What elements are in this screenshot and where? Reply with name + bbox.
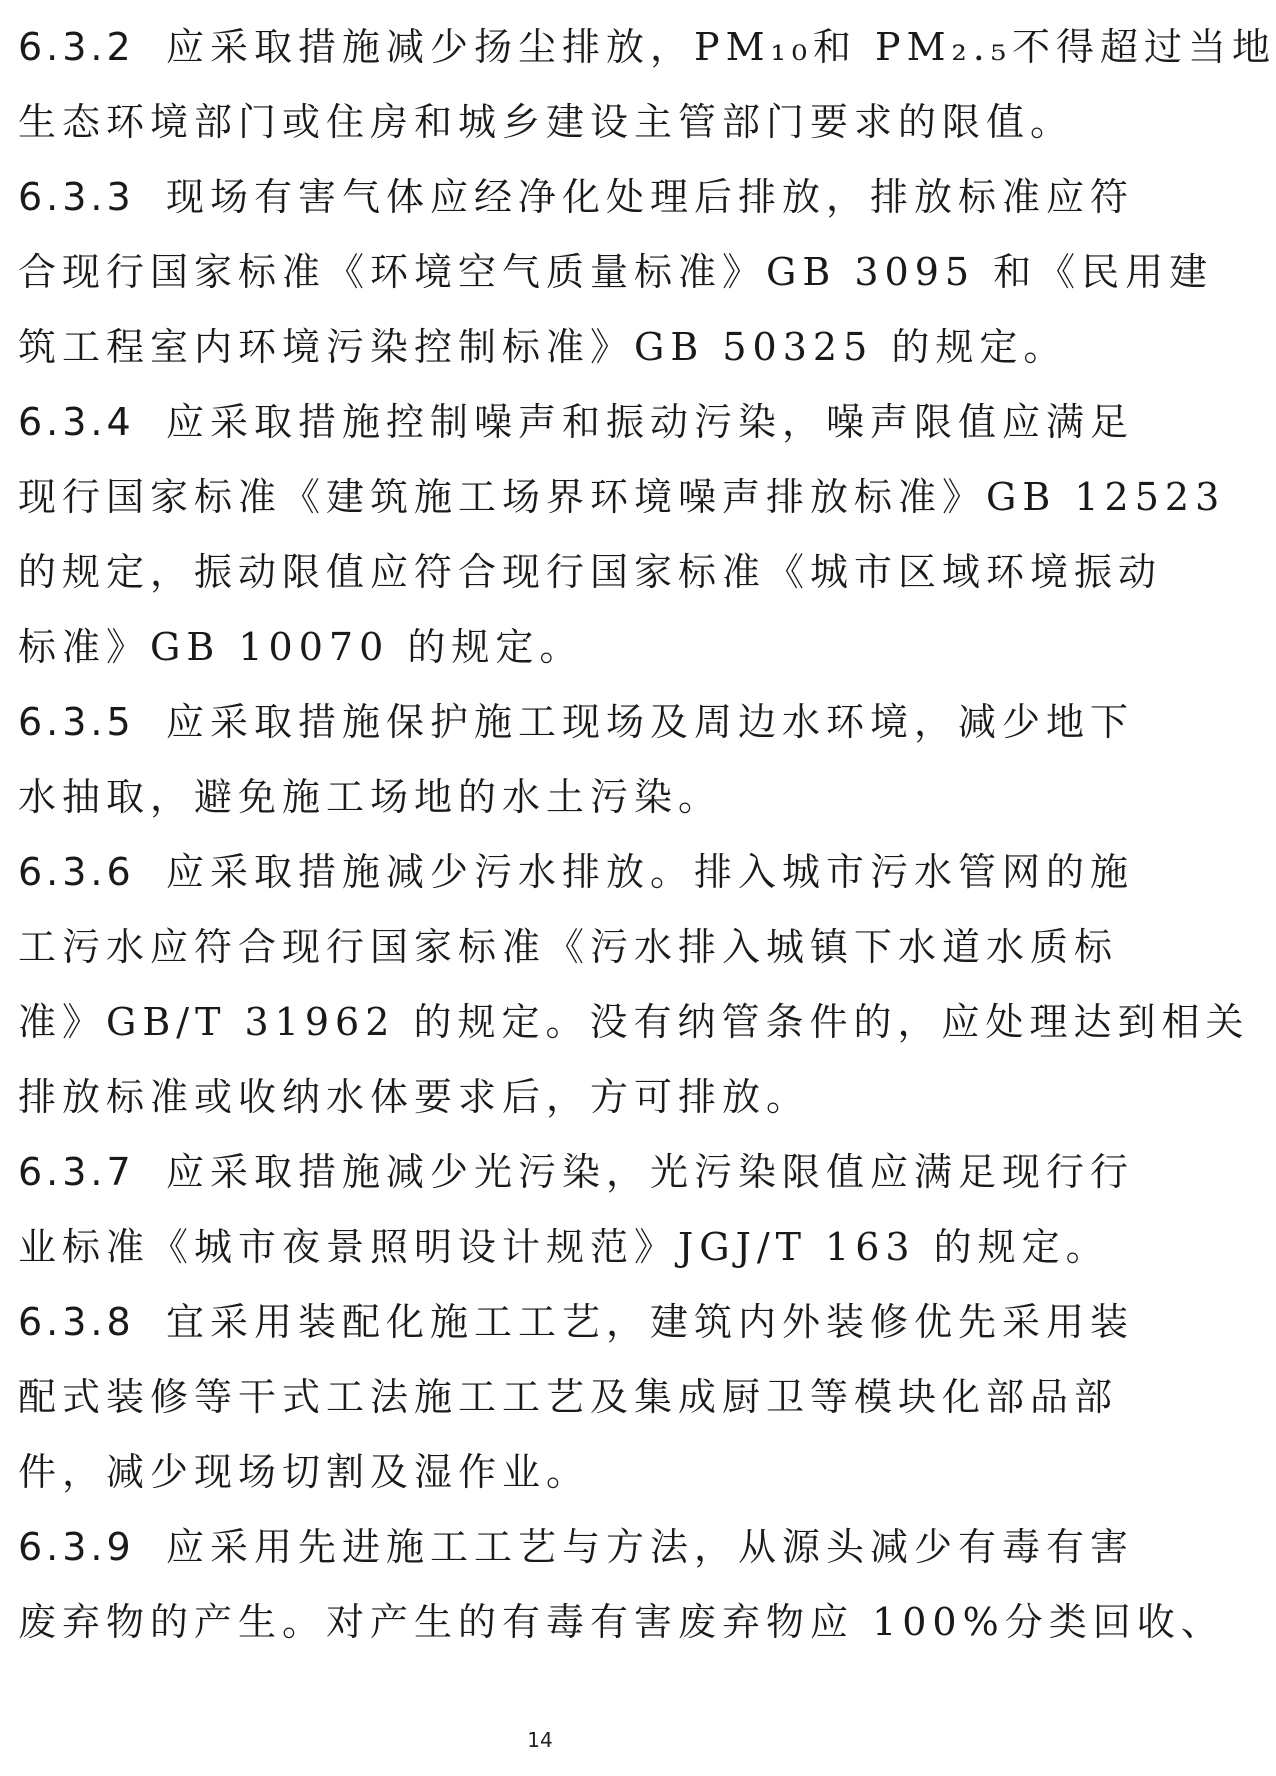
clause-line bbox=[18, 160, 1135, 235]
clause-line bbox=[18, 1510, 1135, 1585]
clause-line: 的规定，振动限值应符合现行国家标准《城市区域环境振动 bbox=[18, 550, 1163, 594]
clause-6-3-3 bbox=[18, 160, 1214, 385]
clause-number: 6.3.4 bbox=[18, 400, 135, 444]
clause-line bbox=[18, 685, 1135, 760]
clause-number: 6.3.8 bbox=[18, 1300, 135, 1344]
clause-6-3-4 bbox=[18, 385, 1226, 685]
clause-text: 应采取措施控制噪声和振动污染，噪声限值应满足 bbox=[166, 400, 1135, 444]
clause-line bbox=[18, 385, 1135, 460]
clause-line: 工污水应符合现行国家标准《污水排入城镇下水道水质标 bbox=[18, 925, 1119, 969]
clause-6-3-9 bbox=[18, 1510, 1225, 1660]
clause-line: 配式装修等干式工法施工工艺及集成厨卫等模块化部品部 bbox=[18, 1375, 1119, 1419]
clause-line: 排放标准或收纳水体要求后，方可排放。 bbox=[18, 1075, 811, 1119]
clause-number: 6.3.2 bbox=[18, 25, 135, 69]
clause-text: 应采取措施减少污水排放。排入城市污水管网的施 bbox=[166, 850, 1135, 894]
clause-line: 准》GB/T 31962 的规定。没有纳管条件的，应处理达到相关 bbox=[18, 1000, 1250, 1044]
clause-text: 宜采用装配化施工工艺，建筑内外装修优先采用装 bbox=[166, 1300, 1135, 1344]
clause-line: 现行国家标准《建筑施工场界环境噪声排放标准》GB 12523 bbox=[18, 475, 1226, 519]
clause-text: 应采取措施减少扬尘排放，PM₁₀和 PM₂.₅不得超过当地 bbox=[166, 25, 1276, 69]
page-number: 14 bbox=[527, 1728, 553, 1752]
clause-line: 筑工程室内环境污染控制标准》GB 50325 的规定。 bbox=[18, 325, 1068, 369]
clause-number: 6.3.6 bbox=[18, 850, 135, 894]
clause-line: 业标准《城市夜景照明设计规范》JGJ/T 163 的规定。 bbox=[18, 1225, 1110, 1269]
clause-line: 标准》GB 10070 的规定。 bbox=[18, 625, 584, 669]
clause-6-3-6 bbox=[18, 835, 1250, 1135]
clause-line bbox=[18, 835, 1135, 910]
clause-line bbox=[18, 1285, 1135, 1360]
clause-line: 件，减少现场切割及湿作业。 bbox=[18, 1450, 591, 1494]
clause-line: 废弃物的产生。对产生的有毒有害废弃物应 100%分类回收、 bbox=[18, 1600, 1225, 1644]
clause-6-3-7 bbox=[18, 1135, 1135, 1285]
clause-number: 6.3.9 bbox=[18, 1525, 135, 1569]
document-page bbox=[18, 10, 1276, 1660]
clause-line bbox=[18, 1135, 1135, 1210]
clause-number: 6.3.3 bbox=[18, 175, 135, 219]
clause-text: 应采取措施减少光污染，光污染限值应满足现行行 bbox=[166, 1150, 1135, 1194]
clause-line: 生态环境部门或住房和城乡建设主管部门要求的限值。 bbox=[18, 100, 1075, 144]
clause-number: 6.3.5 bbox=[18, 700, 135, 744]
clause-line: 水抽取，避免施工场地的水土污染。 bbox=[18, 775, 723, 819]
clause-number: 6.3.7 bbox=[18, 1150, 135, 1194]
clause-6-3-8 bbox=[18, 1285, 1135, 1510]
clause-6-3-5 bbox=[18, 685, 1135, 835]
clause-text: 现场有害气体应经净化处理后排放，排放标准应符 bbox=[166, 175, 1135, 219]
clause-6-3-2 bbox=[18, 10, 1276, 160]
clause-line bbox=[18, 10, 1276, 85]
clause-text: 应采用先进施工工艺与方法，从源头减少有毒有害 bbox=[166, 1525, 1135, 1569]
clause-line: 合现行国家标准《环境空气质量标准》GB 3095 和《民用建 bbox=[18, 250, 1214, 294]
clause-text: 应采取措施保护施工现场及周边水环境，减少地下 bbox=[166, 700, 1135, 744]
